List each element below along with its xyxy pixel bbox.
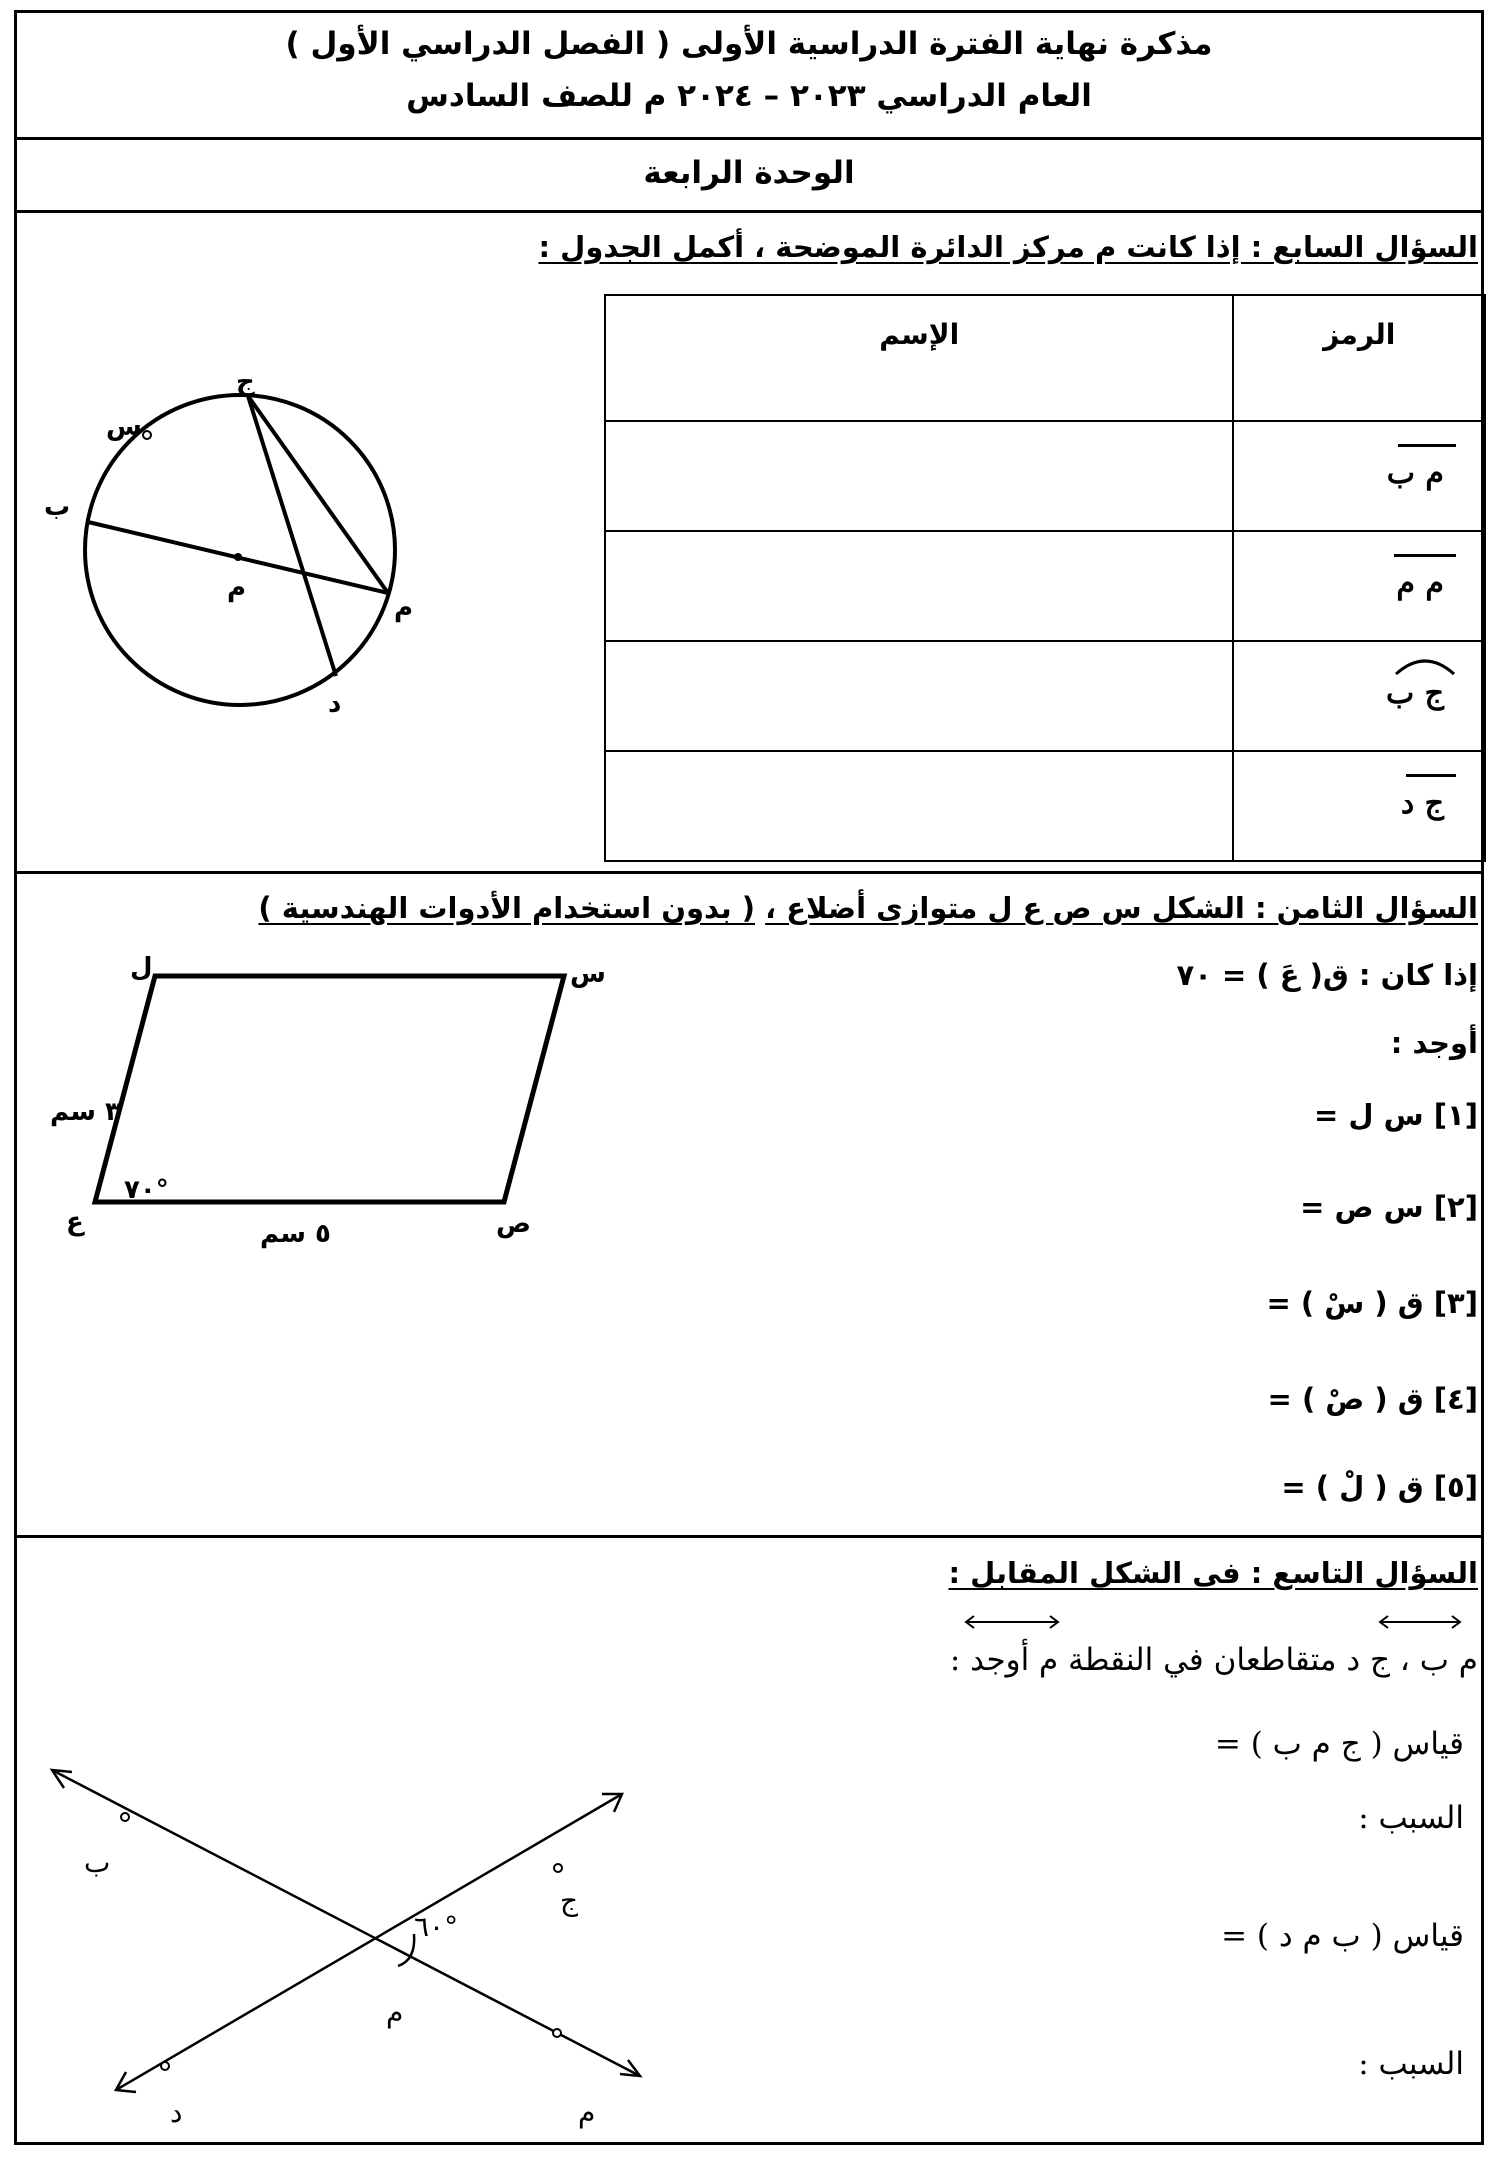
- label-a: ع: [66, 1207, 84, 1237]
- q8-given: إذا كان : ق( عَ ) = ٧٠: [1176, 958, 1478, 992]
- arc-mark-icon: [1392, 654, 1458, 678]
- q7-table: [604, 294, 1486, 862]
- q9-angle2: قياس ( ب م د ) =: [1221, 1918, 1464, 1954]
- label-s: س: [570, 959, 606, 989]
- label-p: ص: [496, 1209, 531, 1239]
- name-cell[interactable]: [605, 641, 1233, 751]
- divider: [14, 210, 1484, 213]
- header-line-2: العام الدراسي ٢٠٢٣ – ٢٠٢٤ م للصف السادس: [406, 78, 1092, 114]
- q8-find: أوجد :: [1390, 1026, 1478, 1060]
- label-s: س: [106, 412, 142, 442]
- label-m: م: [386, 1996, 404, 2029]
- label-b: ب: [84, 1846, 111, 1879]
- header-symbol: الرمز: [1233, 295, 1485, 421]
- line-ab: [52, 1770, 640, 2076]
- point: [554, 1864, 562, 1872]
- unit-title: الوحدة الرابعة: [643, 155, 855, 191]
- name-cell[interactable]: [605, 751, 1233, 861]
- line-jd: [116, 1794, 622, 2090]
- table-row: [605, 751, 1485, 861]
- angle-label: ٦٠°: [414, 1910, 459, 1943]
- label-d: د: [170, 2096, 183, 2129]
- label-b: ب: [44, 492, 71, 522]
- chord-line: [248, 396, 336, 676]
- name-cell[interactable]: [605, 531, 1233, 641]
- table-row: [605, 641, 1485, 751]
- segment-bar: [1394, 554, 1456, 557]
- q9-title: السؤال التاسع : فى الشكل المقابل :: [948, 1556, 1478, 1590]
- point: [161, 2062, 169, 2070]
- label-j: ج: [560, 1884, 579, 1917]
- symbol-cell: ج ب: [1233, 641, 1485, 751]
- q8-item-5: [٥] ق ( لْ ) =: [1281, 1470, 1478, 1504]
- segment-bar: [1398, 444, 1456, 447]
- table-row: [605, 531, 1485, 641]
- table-row: [605, 421, 1485, 531]
- label-a: م: [394, 593, 414, 623]
- label-d: د: [328, 689, 342, 719]
- point: [143, 431, 151, 439]
- q8-title: السؤال الثامن : الشكل س ص ع ل متوازى أضلاع ، ( بدون استخدام الأدوات الهندسية ): [258, 891, 1478, 925]
- header-name: الإسم: [605, 295, 1233, 421]
- q9-reason1: السبب :: [1358, 1800, 1464, 1836]
- side-bottom-length: ٥ سم: [260, 1219, 331, 1249]
- q9-line1: م ب ، ج د متقاطعان في النقطة م أوجد :: [949, 1642, 1478, 1678]
- parallelogram: [95, 976, 564, 1202]
- label-m: م: [227, 573, 247, 603]
- symbol-cell: م م: [1233, 531, 1485, 641]
- symbol-cell: ج د: [1233, 751, 1485, 861]
- intersecting-lines-figure: [30, 1710, 670, 2130]
- divider: [14, 871, 1484, 874]
- q8-item-1: [١] س ل =: [1314, 1098, 1478, 1132]
- center-point: [234, 553, 242, 561]
- q9-reason2: السبب :: [1358, 2046, 1464, 2082]
- q8-item-2: [٢] س ص =: [1300, 1190, 1478, 1224]
- divider: [14, 137, 1484, 140]
- label-l: ل: [130, 953, 153, 983]
- q7-title: السؤال السابع : إذا كانت م مركز الدائرة الموضحة ، أكمل الجدول :: [538, 230, 1478, 264]
- q8-item-3: [٣] ق ( سْ ) =: [1266, 1286, 1478, 1320]
- label-j: ج: [236, 367, 255, 397]
- table-header-row: [605, 295, 1485, 421]
- symbol-cell: م ب: [1233, 421, 1485, 531]
- line-arrows: [960, 1606, 1480, 1638]
- side-left-length: ٣ سم: [50, 1097, 121, 1127]
- point: [553, 2029, 561, 2037]
- divider: [14, 1535, 1484, 1538]
- q9-angle1: قياس ( ج م ب ) =: [1214, 1726, 1464, 1762]
- q8-item-4: [٤] ق ( صْ ) =: [1267, 1382, 1478, 1416]
- segment-bar: [1406, 774, 1456, 777]
- point: [121, 1813, 129, 1821]
- label-a: م: [578, 2096, 596, 2129]
- name-cell[interactable]: [605, 421, 1233, 531]
- circle-figure: [30, 360, 450, 740]
- angle-label: ٧٠°: [124, 1175, 169, 1205]
- header-line-1: مذكرة نهاية الفترة الدراسية الأولى ( الفصل الدراسي الأول ): [285, 26, 1213, 62]
- parallelogram-figure: [30, 950, 630, 1250]
